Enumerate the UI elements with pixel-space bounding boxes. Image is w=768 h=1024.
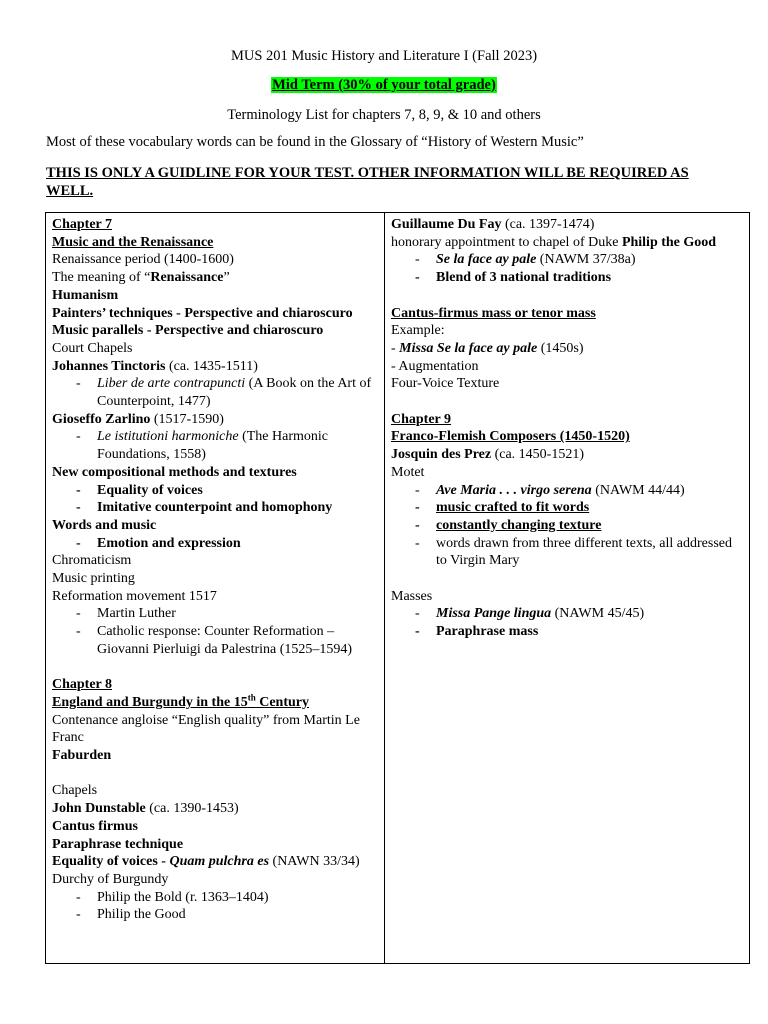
bullet-liber bbox=[52, 375, 378, 410]
istitutioni-title: Le istitutioni harmoniche bbox=[97, 429, 239, 445]
chapter9-title: Franco-Flemish Composers (1450-1520) bbox=[391, 429, 630, 445]
bullet-se-la-face bbox=[391, 251, 743, 269]
term-augmentation: - Augmentation bbox=[391, 358, 479, 374]
term-honorary bbox=[391, 234, 743, 252]
chapter8-heading: Chapter 8 bbox=[52, 677, 113, 693]
honorary-bold: Philip the Good bbox=[621, 234, 717, 250]
spacer bbox=[391, 570, 743, 588]
term-music-parallels: Music parallels - Perspective and chiaroscuro bbox=[52, 323, 324, 339]
term-motet: Motet bbox=[391, 464, 425, 480]
intro-text: Most of these vocabulary words can be found in the Glossary of “History of Western Music” bbox=[46, 134, 584, 150]
liber-title: Liber de arte contrapuncti bbox=[97, 376, 246, 392]
bullet-equality: - Equality of voices bbox=[52, 482, 378, 500]
exam-title bbox=[0, 77, 768, 94]
changing-text: constantly changing texture bbox=[436, 517, 602, 533]
missa-prefix: - bbox=[391, 340, 400, 356]
josquin-name: Josquin des Prez bbox=[391, 447, 492, 463]
bullet-ave-maria bbox=[391, 482, 743, 500]
bullet-philip-bold: - Philip the Bold (r. 1363–1404) bbox=[52, 889, 378, 907]
term-equality-voices bbox=[52, 853, 378, 871]
dunstable-dates: (ca. 1390-1453) bbox=[145, 801, 239, 817]
term-four-voice: Four-Voice Texture bbox=[391, 376, 500, 392]
spacer bbox=[391, 287, 743, 305]
ave-title: Ave Maria . . . virgo serena bbox=[436, 482, 592, 498]
se-la-face-ref: (NAWM 37/38a) bbox=[536, 252, 636, 268]
bullet-changing bbox=[391, 517, 743, 535]
term-josquin bbox=[391, 446, 743, 464]
term-words-music: Words and music bbox=[52, 517, 157, 533]
honorary-pre: honorary appointment to chapel of Duke bbox=[391, 234, 622, 250]
term-humanism: Humanism bbox=[52, 287, 119, 303]
meaning-post: ” bbox=[223, 270, 230, 286]
bullet-emotion: - Emotion and expression bbox=[52, 535, 378, 553]
ch8-title-pre: England and Burgundy in the 15 bbox=[52, 694, 248, 710]
terminology-subtitle: Terminology List for chapters 7, 8, 9, & 10 and others bbox=[227, 107, 541, 123]
tinctoris-name: Johannes Tinctoris bbox=[52, 358, 166, 374]
exam-title-highlight: Mid Term (30% of your total grade) bbox=[272, 77, 496, 93]
bullet-imitative: - Imitative counterpoint and homophony bbox=[52, 499, 378, 517]
missa-date: (1450s) bbox=[537, 340, 584, 356]
term-new-methods: New compositional methods and textures bbox=[52, 464, 297, 480]
bullet-blend: - Blend of 3 national traditions bbox=[391, 269, 743, 287]
term-chapels: Chapels bbox=[52, 783, 98, 799]
pange-ref: (NAWM 45/45) bbox=[551, 606, 645, 622]
term-zarlino bbox=[52, 411, 378, 429]
meaning-pre: The meaning of “ bbox=[52, 270, 151, 286]
terminology-table bbox=[45, 212, 750, 964]
pange-title: Missa Pange lingua bbox=[436, 606, 552, 622]
warning-text: THIS IS ONLY A GUIDLINE FOR YOUR TEST. OTHER INFORMATION WILL BE REQUIRED AS WELL. bbox=[46, 165, 689, 199]
liber-rest: (A Book on the Art of Counterpoint, 1477) bbox=[97, 376, 372, 410]
bullet-paraphrase-mass: - Paraphrase mass bbox=[391, 623, 743, 641]
term-meaning-renaissance bbox=[52, 269, 378, 287]
column-divider bbox=[384, 213, 385, 963]
term-painters-techniques: Painters’ techniques - Perspective and chiaroscuro bbox=[52, 305, 353, 321]
term-music-printing: Music printing bbox=[52, 571, 135, 587]
chapter9-heading: Chapter 9 bbox=[391, 411, 452, 427]
left-column bbox=[52, 216, 378, 924]
bullet-words-drawn: - words drawn from three different texts, all addressed to Virgin Mary bbox=[391, 535, 743, 570]
term-reformation: Reformation movement 1517 bbox=[52, 588, 217, 604]
term-chromaticism: Chromaticism bbox=[52, 553, 132, 569]
term-burgundy: Durchy of Burgundy bbox=[52, 871, 169, 887]
missa-title: Missa Se la face ay pale bbox=[399, 340, 538, 356]
bullet-istitutioni bbox=[52, 428, 378, 463]
ave-ref: (NAWM 44/44) bbox=[591, 482, 685, 498]
term-example: Example: bbox=[391, 323, 445, 339]
spacer bbox=[391, 393, 743, 411]
bullet-philip-good: - Philip the Good bbox=[52, 906, 378, 924]
spacer bbox=[52, 765, 378, 783]
zarlino-dates: (1517-1590) bbox=[150, 411, 224, 427]
term-tinctoris bbox=[52, 358, 378, 376]
bullet-pange-lingua bbox=[391, 605, 743, 623]
chapter7-heading: Chapter 7 bbox=[52, 217, 113, 232]
term-court-chapels: Court Chapels bbox=[52, 340, 133, 356]
chapter7-title: Music and the Renaissance bbox=[52, 234, 214, 250]
term-paraphrase: Paraphrase technique bbox=[52, 836, 184, 852]
josquin-dates: (ca. 1450-1521) bbox=[491, 447, 585, 463]
bullet-catholic: - Catholic response: Counter Reformation – Giovanni Pierluigi da Palestrina (1525–1594) bbox=[52, 623, 378, 658]
dufay-name: Guillaume Du Fay bbox=[391, 217, 502, 232]
ch8-title-sup: th bbox=[247, 692, 256, 703]
istitutioni-rest: (The Harmonic Foundations, 1558) bbox=[97, 429, 328, 463]
term-dufay bbox=[391, 216, 743, 234]
tinctoris-dates: (ca. 1435-1511) bbox=[165, 358, 258, 374]
term-masses: Masses bbox=[391, 588, 433, 604]
crafted-text: music crafted to fit words bbox=[436, 500, 590, 516]
bullet-crafted bbox=[391, 499, 743, 517]
term-cantus-firmus: Cantus firmus bbox=[52, 818, 138, 834]
eq-voices-post: (NAWN 33/34) bbox=[269, 854, 360, 870]
dufay-dates: (ca. 1397-1474) bbox=[501, 217, 595, 232]
term-faburden: Faburden bbox=[52, 748, 112, 764]
spacer bbox=[52, 659, 378, 677]
bullet-luther: - Martin Luther bbox=[52, 605, 378, 623]
right-column bbox=[391, 216, 743, 641]
dunstable-name: John Dunstable bbox=[52, 801, 146, 817]
chapter8-title bbox=[52, 694, 378, 712]
ch8-title-post: Century bbox=[255, 694, 309, 710]
term-renaissance-period: Renaissance period (1400-1600) bbox=[52, 252, 234, 268]
course-title: MUS 201 Music History and Literature I (Fall 2023) bbox=[230, 48, 538, 64]
se-la-face-title: Se la face ay pale bbox=[436, 252, 537, 268]
term-dunstable bbox=[52, 800, 378, 818]
eq-voices-title: Quam pulchra es bbox=[169, 854, 270, 870]
term-missa-se-la-face bbox=[391, 340, 743, 358]
term-contenance: Contenance angloise “English quality” from Martin Le Franc bbox=[52, 712, 360, 746]
eq-voices-pre: Equality of voices - bbox=[52, 854, 170, 870]
meaning-bold: Renaissance bbox=[150, 270, 224, 286]
term-cantus-mass: Cantus-firmus mass or tenor mass bbox=[391, 305, 596, 321]
zarlino-name: Gioseffo Zarlino bbox=[52, 411, 151, 427]
